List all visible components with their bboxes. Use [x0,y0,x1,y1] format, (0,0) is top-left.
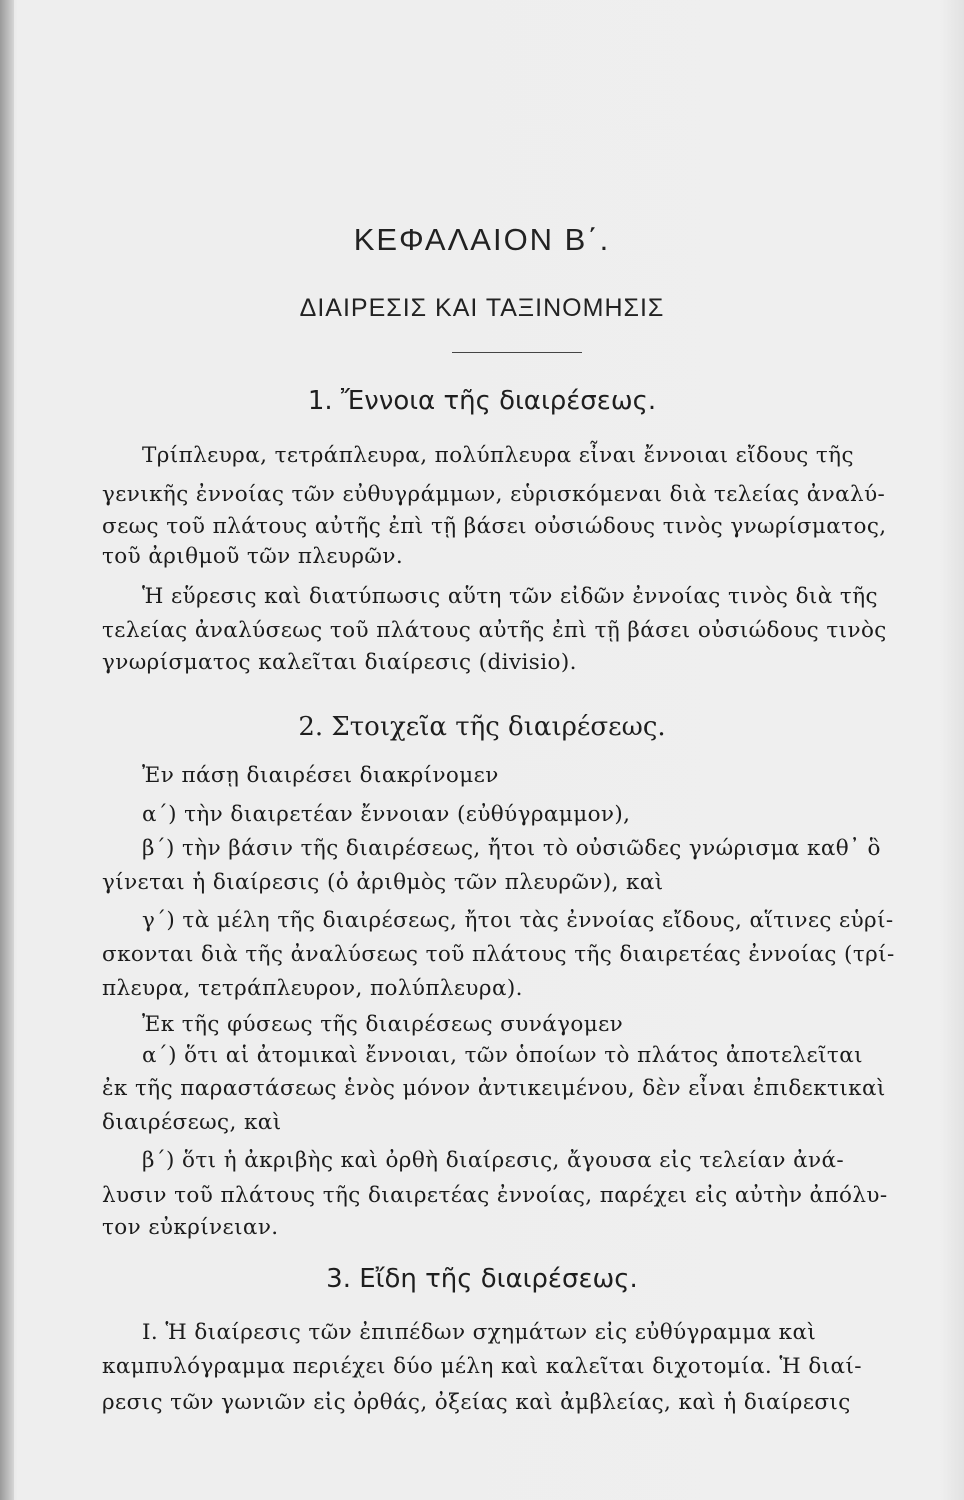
text-line: γίνεται ἡ διαίρεσις (ὁ ἀριθμὸς τῶν πλευρῶν), καὶ [102,870,664,895]
text-line: β΄) ὅτι ἡ ἀκριβὴς καὶ ὀρθὴ διαίρεσις, ἄγουσα εἰς τελείαν ἀνά- [142,1148,845,1173]
text-line: τοῦ ἀριθμοῦ τῶν πλευρῶν. [102,544,404,569]
text-line: β΄) τὴν βάσιν τῆς διαιρέσεως, ἤτοι τὸ οὐσιῶδες γνώρισμα καθ᾽ ὃ [142,836,881,861]
section-heading-2: 2. Στοιχεῖα τῆς διαιρέσεως. [298,712,666,742]
chapter-subtitle: ΔΙΑΙΡΕΣΙΣ ΚΑΙ ΤΑΞΙΝΟΜΗΣΙΣ [299,294,665,322]
text-line: διαιρέσεως, καὶ [102,1110,282,1135]
text-line: Τρίπλευρα, τετράπλευρα, πολύπλευρα εἶναι ἔννοιαι εἴδους τῆς [142,443,854,468]
text-line: τον εὐκρίνειαν. [102,1215,279,1240]
text-line: πλευρα, τετράπλευρον, πολύπλευρα). [102,976,523,1001]
text-line: Ἐκ τῆς φύσεως τῆς διαιρέσεως συνάγομεν [142,1012,624,1037]
text-line: Ἐν πάσῃ διαιρέσει διακρίνομεν [142,763,499,788]
text-line: τελείας ἀναλύσεως τοῦ πλάτους αὐτῆς ἐπὶ τῇ βάσει οὐσιώδους τινὸς [102,618,887,643]
text-line: καμπυλόγραμμα περιέχει δύο μέλη καὶ καλεῖται διχοτομία. Ἡ διαί- [102,1354,862,1379]
text-line: α΄) ὅτι αἱ ἀτομικαὶ ἔννοιαι, τῶν ὁποίων τὸ πλάτος ἀποτελεῖται [142,1043,863,1068]
section-heading-1: 1. Ἔννοια τῆς διαιρέσεως. [307,386,657,416]
text-line: α΄) τὴν διαιρετέαν ἔννοιαν (εὐθύγραμμον), [142,802,631,827]
text-line: γνωρίσματος καλεῖται διαίρεσις (divisio). [102,650,577,675]
text-line: σκονται διὰ τῆς ἀναλύσεως τοῦ πλάτους τῆς διαιρετέας ἐννοίας (τρί- [102,942,895,967]
title-divider [452,352,582,353]
text-line: ἐκ τῆς παραστάσεως ἑνὸς μόνον ἀντικειμένου, δὲν εἶναι ἐπιδεκτικαὶ [102,1076,886,1101]
text-line: Ι. Ἡ διαίρεσις τῶν ἐπιπέδων σχημάτων εἰς εὐθύγραμμα καὶ [142,1320,817,1345]
text-line: ρεσις τῶν γωνιῶν εἰς ὀρθάς, ὀξείας καὶ ἀμβλείας, καὶ ἡ διαίρεσις [102,1390,851,1415]
chapter-title: ΚΕΦΑΛΑΙΟΝ Β΄. [353,222,611,257]
text-line: Ἡ εὕρεσις καὶ διατύπωσις αὕτη τῶν εἰδῶν ἐννοίας τινὸς διὰ τῆς [142,584,878,609]
section-heading-3: 3. Εἴδη τῆς διαιρέσεως. [326,1264,638,1294]
text-line: λυσιν τοῦ πλάτους τῆς διαιρετέας ἐννοίας, παρέχει εἰς αὐτὴν ἀπόλυ- [102,1183,888,1208]
text-line: γ΄) τὰ μέλη τῆς διαιρέσεως, ἤτοι τὰς ἐννοίας εἴδους, αἵτινες εὑρί- [142,908,894,933]
text-line: σεως τοῦ πλάτους αὐτῆς ἐπὶ τῇ βάσει οὐσιώδους τινὸς γνωρίσματος, [102,514,887,539]
text-line: γενικῆς ἐννοίας τῶν εὐθυγράμμων, εὑρισκόμεναι διὰ τελείας ἀναλύ- [102,482,886,507]
